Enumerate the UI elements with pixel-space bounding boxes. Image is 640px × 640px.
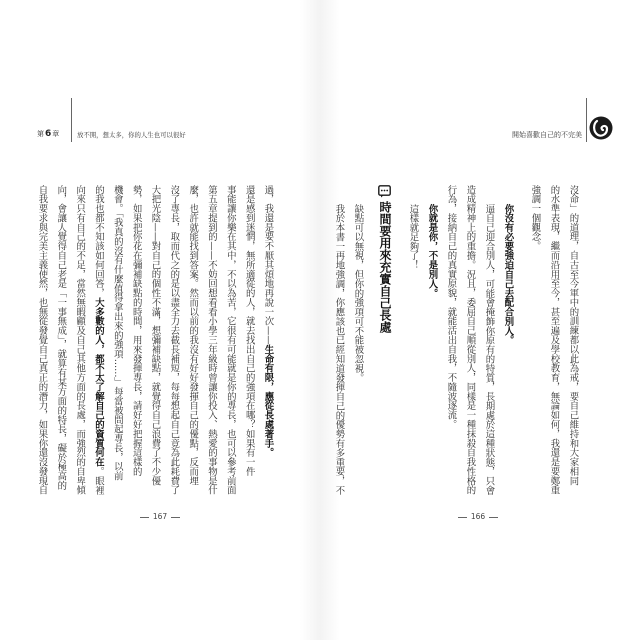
- text-segment: 第五章提到的——不妨回想看看小學三年級時曾讓你投入、熱愛的事物是什: [206, 185, 217, 495]
- text-segment: 勢，如果把你花在彌補缺點的時間，用來發揮專長，請好好把握這樣的: [130, 185, 142, 477]
- text-segment: 沒命」的道理，自古至今軍中的訓練都以此為戒，要自己維持和大家相同: [567, 185, 579, 486]
- chapter-prefix: 第: [37, 130, 44, 138]
- running-header-section-title: 開始喜歡自己的不完美: [512, 131, 582, 139]
- circle-logo-icon: [589, 115, 613, 141]
- running-header-chapter-title: 放不開，想太多，你的人生也可以很好: [77, 131, 186, 139]
- text-segment: 的水準表現，繼而沿用至今，甚至遍及學校教育，無論如何，我還是要鄭重: [548, 185, 560, 495]
- text-column: [423, 185, 442, 499]
- section-heading: 時間要用來充實自己長處: [378, 201, 392, 333]
- text-column: [70, 185, 89, 499]
- emphasis-text: 生命有限，應從長處著手。: [262, 344, 274, 458]
- text-column: [202, 185, 221, 499]
- emphasis-text: 大多數的人，都不太了解自己的資質何在: [93, 297, 104, 467]
- emphasis-text: 你就是你，不是別人。: [426, 203, 438, 298]
- text-segment: 造成精神上的重擔。況且，委屈自己順從別人，同樣是一種抹殺自我性格的: [464, 185, 476, 495]
- emphasis-text: 你沒有必要強迫自己去配合別人。: [502, 203, 514, 345]
- text-column: [442, 185, 461, 499]
- running-header-chapter: [37, 129, 59, 139]
- text-segment: 大把光陰——對自己的個性不滿，想彌補缺點，就覺得自己浪費了不少優: [149, 185, 161, 486]
- text-column: [108, 185, 127, 499]
- text-column: [127, 185, 146, 499]
- text-column: [51, 185, 70, 499]
- page-number: 166: [448, 512, 508, 522]
- text-segment: 還是感到迷惘，無所適從的人，就去找出自己的強項在哪？如果有一件: [243, 185, 255, 477]
- text-segment: 沒了專長，取而代之的是以盡全力去截長補短，每每想起自己竟為此耗費了: [168, 185, 180, 495]
- page-number: 167: [130, 512, 190, 522]
- text-segment: 向來只有自己的不足，當然無暇顧及自己其他方面的長處，而強烈的自卑傾: [74, 185, 86, 495]
- text-column: [480, 185, 499, 499]
- text-column: [349, 185, 368, 499]
- header-divider: [71, 98, 72, 142]
- text-column: [146, 185, 165, 499]
- text-column: [240, 185, 259, 499]
- text-segment: 麼，也許就能找到答案。然而以前的我沒有好好發揮自己的優點，反而埋: [187, 185, 199, 486]
- text-column: [564, 185, 583, 499]
- text-segment: 行為，接納自己的真實原貌，就能活出自我，不隨波逐流。: [445, 185, 457, 430]
- text-column: [461, 185, 480, 499]
- text-segment: 缺點可以無視，但你的強項可不能被忽視。: [352, 203, 364, 383]
- text-column: [33, 185, 52, 499]
- text-segment: 。眼裡: [93, 466, 104, 495]
- text-column: [89, 185, 108, 499]
- text-segment: 機會。「我真的沒有什麼值得拿出來的強項……」每當被問起專長，以前: [111, 185, 123, 481]
- header-divider: [586, 98, 587, 142]
- text-column: [526, 185, 545, 499]
- text-segment: 我於本書一再地強調，你應該也已經知道發揮自己的優勢有多重要，不: [333, 203, 345, 495]
- text-segment: 強調一個觀念。: [529, 185, 541, 251]
- text-segment: 過，我還是要不厭其煩地再說一次——: [262, 185, 274, 345]
- text-segment: 的我也都不知該如何回答，: [93, 185, 104, 298]
- text-column: [221, 185, 240, 499]
- text-column: [164, 185, 183, 499]
- chapter-suffix: 章: [52, 130, 60, 138]
- text-column: [330, 185, 349, 499]
- text-segment: 自我要求與完美主義使然，也無從發覺自己真正的潛力，如果你還沒發現自: [36, 185, 48, 495]
- text-column: [499, 185, 518, 499]
- text-segment: 向，會讓人覺得自己老是「一事無成」，就算有某方面的特長，礙於極高的: [55, 185, 67, 491]
- text-segment: 逼自己迎合別人，可能會掩飾你原有的特質，長期處於這種狀態，只會: [483, 203, 495, 495]
- text-column: [404, 185, 423, 499]
- chapter-number: 6: [45, 129, 52, 139]
- text-segment: 這樣就足夠了！: [407, 203, 419, 270]
- text-segment: 事能讓你樂在其中，不以為苦，它很有可能就是你的專長，也可以參考前面: [224, 185, 236, 495]
- speech-bubble-icon: [378, 185, 391, 198]
- text-column: [259, 185, 278, 499]
- text-column: [545, 185, 564, 499]
- text-column: [183, 185, 202, 499]
